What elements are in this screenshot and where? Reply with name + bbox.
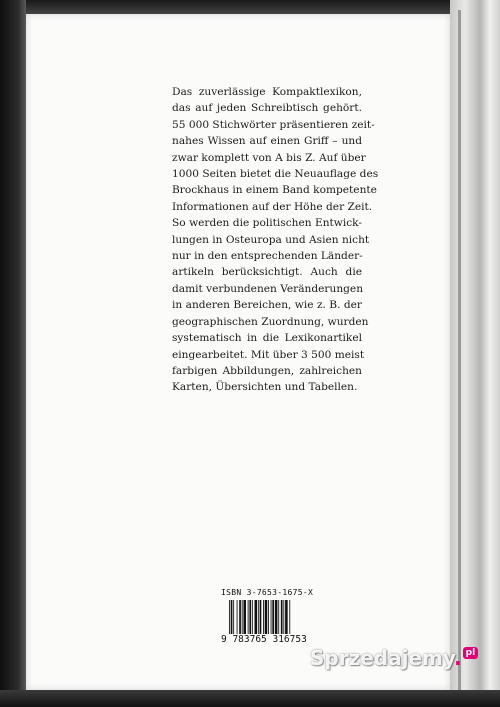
- watermark-dot: .: [454, 646, 462, 670]
- barcode-number: 9 783765 316753: [221, 634, 307, 645]
- barcode-bar: [281, 600, 283, 634]
- barcode-bar: [285, 600, 288, 634]
- barcode-icon: [229, 600, 317, 634]
- barcode-bar: [271, 600, 272, 634]
- spine-line: [458, 10, 461, 700]
- blurb-line: 1000 Seiten bietet die Neuauflage des: [172, 168, 379, 181]
- blurb-line: artikeln berücksichtigt. Auch die: [172, 266, 362, 279]
- barcode-bar: [248, 600, 249, 634]
- barcode-bar: [233, 600, 234, 634]
- blurb-line: 55 000 Stichwörter präsentieren zeit-: [172, 118, 375, 131]
- barcode-bar: [249, 600, 251, 634]
- book-edge-bottom: [0, 690, 500, 707]
- barcode-bar: [272, 600, 274, 634]
- barcode-bar: [260, 600, 262, 634]
- barcode-bar: [255, 600, 258, 634]
- blurb-line: damit verbundenen Veränderungen: [172, 282, 364, 295]
- blurb-line: Informationen auf der Höhe der Zeit.: [172, 200, 373, 213]
- blurb-line: in anderen Bereichen, wie z. B. der: [172, 299, 362, 312]
- cover-blurb: [172, 84, 379, 396]
- watermark-logo: [310, 646, 478, 670]
- blurb-line: das auf jeden Schreibtisch gehört.: [172, 102, 362, 115]
- isbn-barcode-block: [221, 588, 321, 650]
- blurb-line: geographischen Zuordnung, wurden: [172, 315, 369, 328]
- blurb-line: zwar komplett von A bis Z. Auf über: [172, 151, 366, 164]
- watermark-tld: pl: [463, 647, 479, 659]
- blurb-line: So werden die politischen Entwick-: [172, 217, 362, 230]
- barcode-bar: [283, 600, 284, 634]
- blurb-line: nahes Wissen auf einen Griff – und: [172, 135, 362, 148]
- barcode-bar: [229, 600, 230, 634]
- barcode-bar: [275, 600, 278, 634]
- isbn-label: ISBN 3-7653-1675-X: [221, 588, 314, 597]
- barcode-bar: [258, 600, 259, 634]
- barcode-bar: [263, 600, 264, 634]
- barcode-bar: [239, 600, 241, 634]
- blurb-line: Karten, Übersichten und Tabellen.: [172, 381, 358, 394]
- blurb-line: systematisch in die Lexikonartikel: [172, 332, 362, 345]
- barcode-bar: [289, 600, 290, 634]
- barcode-bar: [278, 600, 279, 634]
- barcode-bar: [252, 600, 253, 634]
- blurb-line: nur in den entsprechenden Länder-: [172, 250, 363, 263]
- blurb-line: lungen in Osteuropa und Asien nicht: [172, 233, 370, 246]
- barcode-bar: [243, 600, 246, 634]
- barcode-bar: [242, 600, 243, 634]
- blurb-line: Das zuverlässige Kompaktlexikon,: [172, 86, 362, 98]
- blurb-line: eingearbeitet. Mit über 3 500 meist: [172, 348, 365, 361]
- book-edge-left: [0, 0, 26, 707]
- blurb-line: Brockhaus in einem Band kompetente: [172, 184, 377, 197]
- book-edge-top: [0, 0, 500, 14]
- watermark-text: Sprzedajemy: [310, 646, 455, 670]
- barcode-bar: [231, 600, 233, 634]
- barcode-bar: [237, 600, 238, 634]
- barcode-bar: [265, 600, 268, 634]
- barcode-bar: [268, 600, 269, 634]
- blurb-line: farbigen Abbildungen, zahlreichen: [172, 364, 362, 377]
